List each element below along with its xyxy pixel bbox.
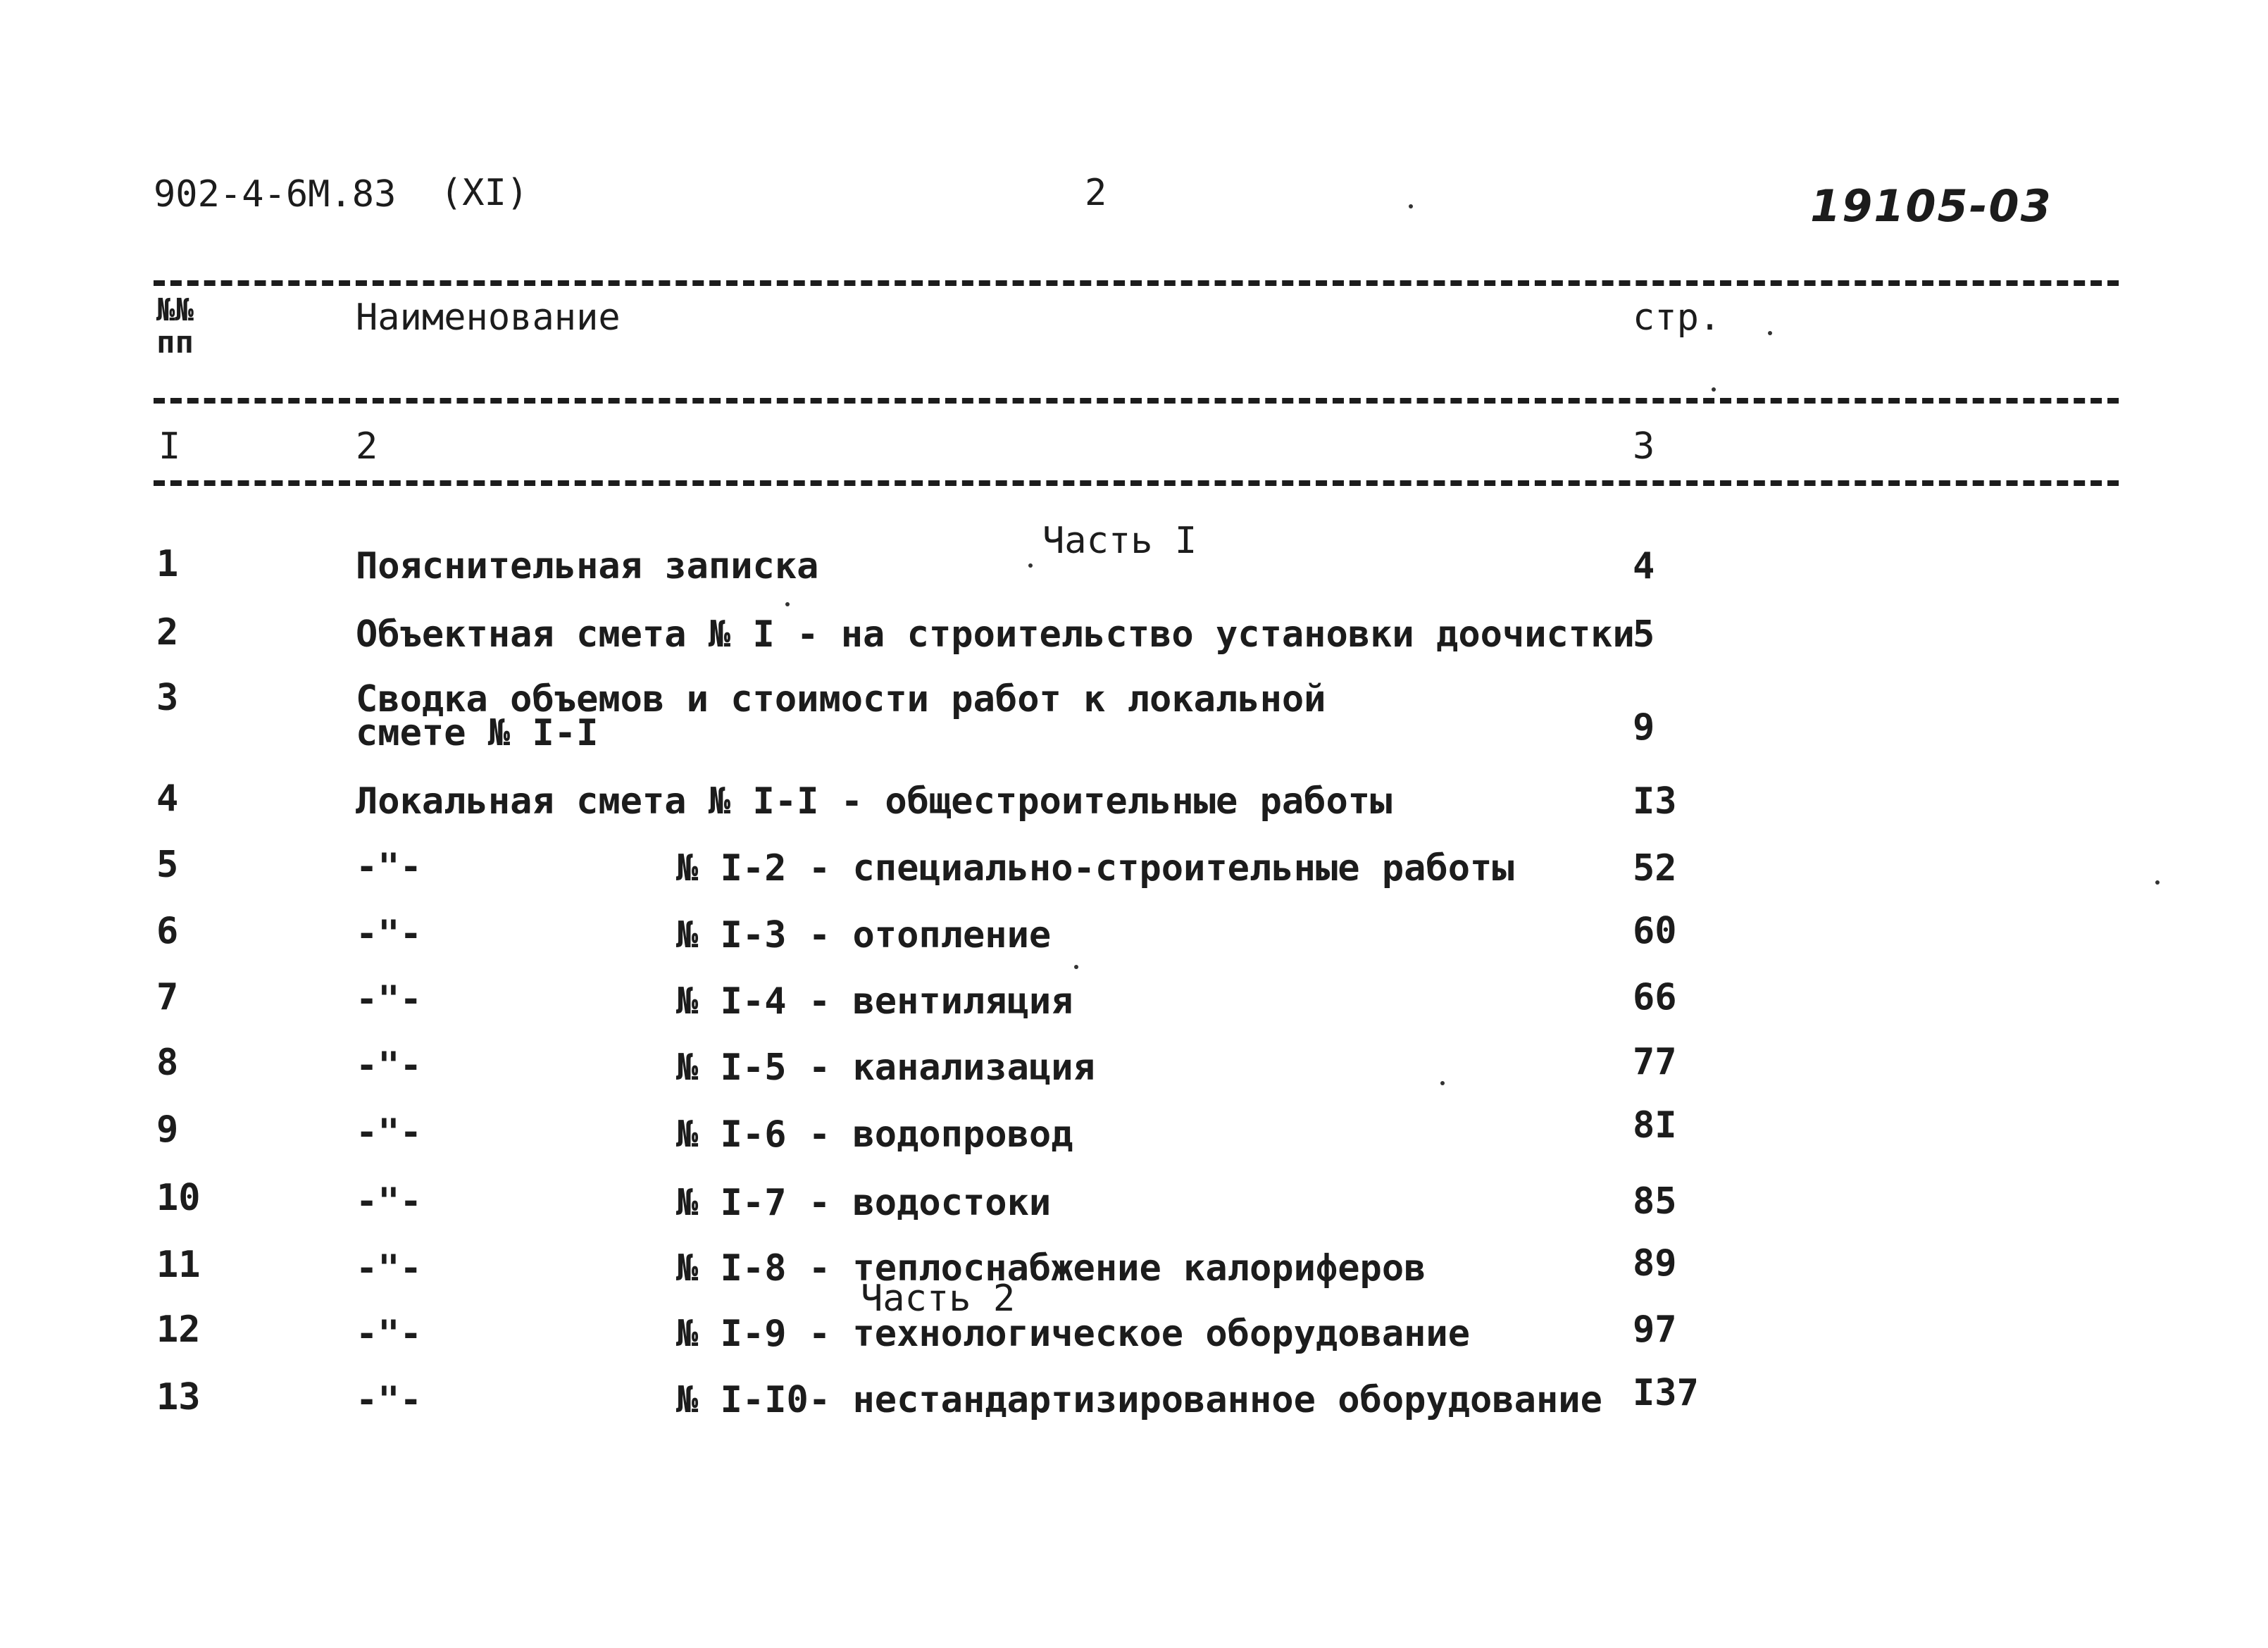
col-index-1: I (158, 425, 181, 468)
row-1-num: 1 (156, 543, 179, 585)
row-11-page: 89 (1633, 1242, 1677, 1285)
table-top-rule (154, 280, 2119, 286)
scan-speck (1409, 204, 1413, 208)
scan-speck (1028, 563, 1033, 568)
row-10-num: 10 (156, 1177, 201, 1219)
row-11-ditto: -"- (356, 1247, 422, 1290)
scan-speck (1712, 387, 1716, 392)
row-12-ditto: -"- (356, 1313, 422, 1355)
row-13-ditto: -"- (356, 1379, 422, 1421)
part-2-label: Часть 2 (861, 1278, 1016, 1320)
row-6-num: 6 (156, 910, 179, 952)
row-7-page: 66 (1633, 976, 1677, 1018)
row-3-name: Сводка объемов и стоимости работ к локальной смете № I-I (356, 678, 1326, 754)
row-12-name: № I-9 - технологическое оборудование (676, 1313, 1471, 1355)
row-8-name: № I-5 - канализация (676, 1047, 1095, 1089)
col-header-name: Наименование (356, 296, 621, 339)
scan-speck (1440, 1081, 1445, 1085)
row-5-num: 5 (156, 844, 179, 886)
row-2-name: Объектная смета № I - на строительство установки доочистки (356, 613, 1635, 656)
row-9-num: 9 (156, 1109, 179, 1151)
row-12-num: 12 (156, 1309, 201, 1351)
row-5-name: № I-2 - специально-строительные работы (676, 847, 1514, 889)
row-8-num: 8 (156, 1042, 179, 1084)
row-6-ditto: -"- (356, 913, 422, 955)
row-9-name: № I-6 - водопровод (676, 1113, 1073, 1156)
row-5-page: 52 (1633, 847, 1677, 889)
row-8-ditto: -"- (356, 1044, 422, 1087)
header-bottom-rule (154, 398, 2119, 404)
scan-speck (1768, 331, 1772, 335)
row-2-page: 5 (1633, 613, 1655, 656)
row-4-name: Локальная смета № I-I - общестроительные работы (356, 780, 1392, 823)
scan-speck (1074, 965, 1078, 969)
row-3-num: 3 (156, 677, 179, 719)
row-10-page: 85 (1633, 1180, 1677, 1223)
index-bottom-rule (154, 480, 2119, 486)
album-number: (ХI) (440, 172, 529, 214)
col-header-page: стр. (1633, 296, 1721, 339)
row-12-page: 97 (1633, 1309, 1677, 1351)
row-9-page: 8I (1633, 1104, 1677, 1147)
row-1-page: 4 (1633, 545, 1655, 587)
row-8-page: 77 (1633, 1041, 1677, 1083)
row-5-ditto: -"- (356, 846, 422, 888)
row-1-name: Пояснительная записка (356, 545, 819, 587)
row-7-num: 7 (156, 976, 179, 1018)
row-13-num: 13 (156, 1376, 201, 1418)
col-index-3: 3 (1633, 425, 1655, 468)
row-13-page: I37 (1633, 1372, 1699, 1414)
row-6-name: № I-3 - отопление (676, 914, 1052, 956)
col-header-num: №№ пп (156, 292, 194, 361)
row-10-ditto: -"- (356, 1180, 422, 1223)
row-7-name: № I-4 - вентиляция (676, 980, 1073, 1023)
row-11-num: 11 (156, 1244, 201, 1286)
col-index-2: 2 (356, 425, 378, 468)
row-4-page: I3 (1633, 780, 1677, 823)
archive-number: 19105-03 (1810, 180, 2052, 232)
row-7-ditto: -"- (356, 978, 422, 1020)
row-2-num: 2 (156, 611, 179, 654)
row-11-name: № I-8 - теплоснабжение калориферов (676, 1247, 1426, 1290)
part-1-label: Часть I (1042, 520, 1197, 562)
row-10-name: № I-7 - водостоки (676, 1182, 1052, 1224)
scan-speck (785, 602, 790, 606)
row-6-page: 60 (1633, 910, 1677, 952)
row-13-name: № I-I0- нестандартизированное оборудование (676, 1379, 1602, 1421)
row-4-num: 4 (156, 778, 179, 820)
row-9-ditto: -"- (356, 1111, 422, 1154)
page-number: 2 (1085, 172, 1107, 214)
scan-speck (2155, 880, 2160, 885)
row-3-page: 9 (1633, 706, 1655, 749)
doc-code: 902-4-6М.83 (154, 173, 397, 216)
